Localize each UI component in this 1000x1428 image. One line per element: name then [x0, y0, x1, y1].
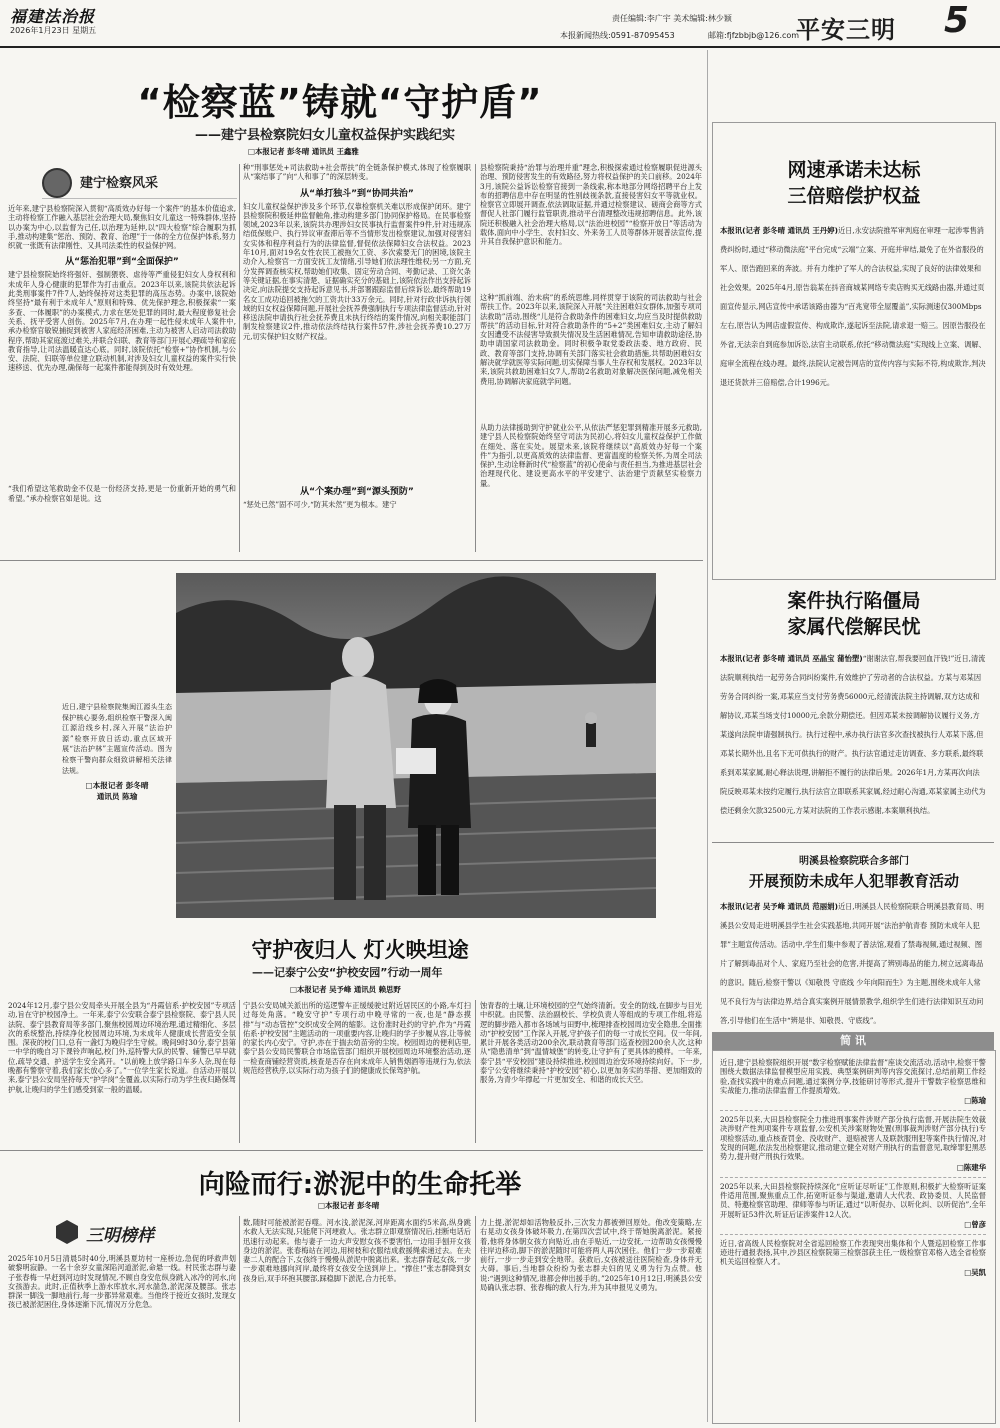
photo-caption-box: [62, 702, 172, 832]
masthead-rule: [0, 46, 1000, 48]
brief-credit-2: □陈建华: [956, 1162, 986, 1172]
mingxi-article-body: 近日,明溪县人民检察院联合明溪县教育局、明溪县公安局走进明溪县学生社会实践基地,共同开展“法治护航青春 预防未成年人犯罪”主题宣传活动。活动中,学生们集中参观了普法馆,观看了禁毒视频,通过视频、图片了解到毒品对个人、家庭乃至社会的危害,并提高了辨别毒品的能力,树立远离毒品的意识。随后,检察干警以《知敬畏 守底线 少年向阳而生》为主题,围绕未成年人常见不良行为与法律边界,结合真实案例开展情景教学,组织学生们进行法律知识互动问答,引导他们在生活中“辨是非、知敬畏、守底线”。: [720, 902, 984, 1024]
lead-column-1: [8, 204, 236, 554]
lead-intro: 近年来,建宁县检察院深入贯彻“高质效办好每一个案件”的基本价值追求,主动将检察工作融入基层社会治理大局,聚焦妇女儿童这一特殊群体,坚持以办案为中心,以监督为己任,以治理为延伸,以“四大检察”综合履职为抓手,推动构建集“惩治、预防、教育、治理”于一体的全方位保护体系,努力织就一张既有法律刚性、又具司法柔性的权益保护网。: [8, 204, 236, 251]
lead-subhead-3: 从“个案办理”到“源头预防”: [300, 486, 414, 497]
brief-credit-3: □曾彦: [964, 1219, 986, 1229]
page-number: 5: [944, 0, 970, 41]
editors-line: 责任编辑:李广宇 美术编辑:林少颖: [612, 14, 732, 23]
mingxi-article-kicker: 明溪县检察院联合多部门: [799, 856, 909, 867]
execution-article-byline: 本报讯(记者 彭冬晴 通讯员 巫晶宝 蒲怡塑): [720, 654, 863, 663]
brief-credit-1: □陈瑜: [964, 1096, 986, 1106]
mud-article-byline: □本报记者 彭冬晴: [318, 1201, 380, 1210]
brief-item-2: 2025年以来,大田县检察院全力推进刑事案件涉财产部分执行监督,开展法院生效裁决涉财产性判项案件专项监督,公安机关涉案财物处置(刑事裁判涉财产部分执行)专项检察活动,重点核查罚金、没收财产、退赔被害人及联款服刑犯等案件执行情况,对发现的问题,依法发出检察建议,推动建立健全对财产刑执行的监督意见,取缔罪犯黑恶势力,提升财产刑执行效果。: [720, 1115, 986, 1162]
lead-column-2: [243, 163, 471, 553]
speed-article-title-line2: 三倍赔偿护权益: [787, 185, 921, 207]
execution-article-body: “谢谢法官,帮我要回血汗钱!”近日,清流法院顺利执结一起劳务合同纠纷案件,有效维护了劳动者的合法权益。方某与邓某因劳务合同纠纷一案,邓某应当支付劳务费56000元,经清流法院主持调解,双方达成和解协议,邓某当场支付10000元,余款分期偿还。但因邓某未按调解协议履行义务,方某遂向法院申请强制执行。执行过程中,承办执行法官多次查找被执行人邓某下落,但邓某长期外出,且名下无可供执行的财产。执行法官通过走访调查、多方联系,最终联系到邓某家属,耐心释法说理,讲解拒不履行的法律后果。2026年1月,方某再次向法院反映邓某未按约定履行,执行法官立即联系其家属,经过耐心沟通,邓某家属主动代为偿还剩余欠款32500元,方某对法院的工作表示感谢,本案顺利执结。: [720, 654, 986, 815]
speed-article-title-line1: 网速承诺未达标: [787, 159, 921, 181]
lead-column-3: [480, 163, 702, 553]
news-photo: [176, 573, 656, 918]
section-title: 平安三明: [796, 16, 896, 44]
mingxi-article-text: [720, 894, 986, 1024]
brief-list: [720, 1058, 986, 1418]
masthead: [0, 0, 1000, 48]
lead-col2-b: 妇女儿童权益保护涉及多个环节,仅靠检察机关难以形成保护闭环。建宁县检察院积极延伸监督触角,推动构建多部门协同保护格局。在民事检察领域,2023年以来,该院共办理涉妇女民事执行监督案件9件,针对违规冻结低保账户、执行异议审查滞后等不当情形发出检察建议,加强对侵害妇女实体和程序利益行为的法律监督,督促依法保障妇女合法权益。2023年10月,面对19名女性农民工被拖欠工资、多次索要无门的困境,该院主动介入,检察官一方面安抚工友情绪,引导她们依法理性维权;另一方面,充分发挥调查核实权,帮助她们收集、固定劳动合同、考勤记录、工资欠条等关键证据,在事实清楚、证据确实充分的基础上,该院依法作出支持起诉决定,向法院提交支持起诉意见书,并部署跟踪监督后续诉讼,最终帮助19名女工成功追回被拖欠的工资共计33万余元。同时,针对行政非诉执行领域的妇女权益保障问题,开展社会抚养费强制执行专项法律监督活动,针对移送法院申请执行社会抚养费且未执行终结的案件情况,向相关职能部门制发检察建议2件,推动依法终结执行案件57件,涉社会抚养费10.27万元,切实保护妇女财产权益。: [243, 201, 471, 341]
speed-article-body: 近日,永安法院推军审判庭在审理一起涉零售消费纠纷时,通过“移动微法庭”平台完成“云端”立案、开庭并审结,最免了在外省服役的军人、原告跑回来的奔波。并有力维护了军人的合法权益,实现了良好的法律效果和社会效果。2025年4月,原告翁某在抖音商城某网络专卖店购买无线路由器,并通过页面宣传显示,网店宣传中承诺该路由器为“百兆宽带全屋覆盖”,实际测速仅300Mbps左右,原告认为网店虚假宣传、构成欺诈,遂起诉至法院,请求退一赔三。因原告服役在外省,无法亲自到庭参加诉讼,法官主动联系,依托“移动微法庭”实现线上立案、调解、庭审全流程在线办理。最终,法院认定被告网店的宣传内容与实际不符,构成欺诈,判决退还货款并三倍赔偿,合计1996元。: [720, 226, 986, 387]
lead-col2-c: “惩处已然”固不可少,“防其未然”更为根本。建宁: [243, 499, 397, 509]
brief-credit-4: □吴凯: [964, 1267, 986, 1277]
photo-caption: 近日,建宁县检察院集闽江源头生态保护核心要务,组织检察干警深入闽江源沿线乡村,深入开展“法治护源”检察开放日活动,重点区域开展“法治护林”主题宣传活动。图为检察干警向群众细致讲解相关法律法规。: [62, 703, 172, 775]
lead-col1-end: “我们希望这笔救助金不仅是一份经济支持,更是一份重新开始的勇气和希望。”承办检察官如是说。这: [8, 484, 236, 503]
photo-illustration: [176, 573, 656, 918]
brief-item-3: 2025年以来,大田县检察院持续深化“应听证尽听证”工作原则,积极扩大检察听证案件适用范围,聚焦重点工作,拓宽听证参与渠道,邀请人大代表、政协委员、人民监督员、特邀检察官助理、律师等参与听证,通过“以听促办、以听化纠、以听促治”,全年开展听证53件次,听证后证涉案件12人次。: [720, 1181, 986, 1219]
brief-item-1: 近日,建宁县检察院组织开展“数字检察赋能法律监督”座谈交流活动,活动中,检察干警围绕大数据法律监督模型应用实践、典型案例研判等内容交流探讨,总结前期工作经验,查找实践中的难点问题,通过案例分享,技能研讨等形式,提升干警数字检察思维和实战能力,推动法律监督工作提质增效。: [720, 1058, 986, 1095]
lead-article-byline: □本报记者 彭冬晴 通讯员 王鑫雅: [248, 147, 359, 156]
lead-col2-a: 种“刑事惩处+司法救助+社会帮扶”的全链条保护模式,体现了检察履职从“案结事了”向“人和事了”的深层转变。: [243, 163, 471, 182]
lead-article-title: “检察蓝”铸就“守护盾”: [137, 81, 543, 124]
role-model-logo: [56, 1218, 186, 1248]
mud-article-title: 向险而行:淤泥中的生命托举: [198, 1170, 522, 1200]
lead-subhead-2: 从“单打独斗”到“协同共治”: [300, 188, 414, 199]
brief-item-4: 近日,省高级人民检察院对全省巡回检察工作表现突出集体和个人暨巡回检察工作事迹进行通报表扬,其中,沙县区检察院第三检察部获主任,一级检察官邓格入选全省检察机关巡回检察人才。: [720, 1238, 986, 1267]
brief-header-bar: [712, 1032, 994, 1050]
night-column-1: 2024年12月,泰宁县公安局牵头开展全县为“丹霞信系·护校安园”专项活动,旨在守护校园净土。一年来,泰宁公安联合泰宁县检察院、泰宁县人民法院、泰宁县教育局等多部门,聚焦校园周边环境治理,通过精细化、多层次的系统整治,持续净化校园周边环境,为未成年人健康成长营造安全氛围。深夜的校门口,总有一盏灯为晚归学生守候。晚间9时30分,泰宁县第一中学的晚自习下课铃声响起,校门外,巡特警大队的民警、辅警已早早就位,疏导交通、护送学生安全离开。“以前晚上放学路口车多人杂,现在每晚都有警察守着,我们家长放心多了。”一位学生家长说道。自活动开展以来,泰宁县公安局坚持每天“护学岗”全覆盖,以实际行动为学生夜归路保驾护航,让晚归的学生们感受到家一般的温暖。: [8, 1001, 236, 1094]
news-hotline: 本报新闻热线:0591-87095453: [560, 31, 675, 40]
mingxi-article-byline: 本报讯(记者 吴予峰 通讯员 范丽娟): [720, 902, 838, 911]
lead-col1-body: 建宁县检察院始终将强奸、强制猥亵、虐待等严重侵犯妇女人身权利和未成年人身心健康的犯罪作为打击重点。2023年以来,该院共依法起诉此类刑事案件7件7人,始终保持对这类犯罪的高压态势。办案中,该院始终坚持“最有利于未成年人”原则和特殊、优先保护理念,积极探索“一案多查、一体履职”的办案模式,力求在惩处犯罪的同时,最大程度修复社会关系、抚平受害人创伤。2025年7月,在办理一起性侵未成年人案件中,承办检察官敏锐捕捉到被害人家庭经济困难,主动为被害人启动司法救助程序,帮助其家庭渡过难关,并联合妇联、教育等部门开展心理疏导和家庭教育指导,让司法温暖直达心底。同时,该院依托“检察+”协作机制,与公安、法院、妇联等单位建立联动机制,对涉及妇女儿童权益的案件实行快速移送、优先办理,确保每一起案件都能得到及时有效处理。: [8, 270, 236, 373]
night-article-subtitle: ——记泰宁公安“护校安园”行动一周年: [252, 966, 443, 979]
brief-header: 简 讯: [840, 1034, 866, 1047]
mingxi-article-title: 开展预防未成年人犯罪教育活动: [748, 872, 959, 890]
issue-date: 2026年1月23日 星期五: [10, 26, 97, 35]
mud-column-3: 力上提,淤泥却如活物般反扑,三次发力都被弹回原处。他改变策略,左右晃动女孩身体破坏吸力,在第四次尝试中,终于帮她脱离淤泥。紧接着,他将身体朝女孩方向贴近,由在手贴近,一边安抚,一边帮助女孩慢慢往岸边移动,脚下的淤泥随时可能将两人再次困住。他们一步一步艰难前行,一步一步走到安全地带。获救后,女孩被送往医院检查,身体并无大碍。事后,当地群众纷纷为张志群夫妇的见义勇为行为点赞。他说:“遇到这种情况,谁都会伸出援手的。”2025年10月12日,明溪县公安局确认张志群、张春梅的救人行为,并为其申报见义勇为。: [480, 1218, 702, 1293]
email-line: 邮箱:fjfzbbjb@126.com: [708, 31, 800, 40]
execution-article-title-line1: 案件执行陷僵局: [787, 590, 921, 612]
lead-col3-c: 从助力法律援助到守护就业公平,从依法严惩犯罪到精准开展多元救助,建宁县人民检察院始终坚守司法为民初心,将妇女儿童权益保护工作做在细处、落在实处。展望未来,该院将继续以“高质效办好每一个案件”为指引,以更高质效的法律监督、更富温度的检察关怀,为周全司法保护,生动诠释新时代“检察蓝”的初心使命与责任担当,为推进基层社会治理现代化、建设更高水平的平安建宁、法治建宁贡献坚实检察力量。: [480, 423, 702, 488]
lead-article-subtitle: ——建宁县检察院妇女儿童权益保护实践纪实: [195, 128, 456, 143]
photo-credit: □本报记者 彭冬晴 通讯员 陈瑜: [85, 781, 149, 802]
execution-article-title-line2: 家属代偿解民忧: [787, 616, 921, 638]
mud-column-1: 2025年10月5日清晨5时40分,明溪县夏坊村一座桥边,急促的呼救声划破黎明寂静。一名十余岁女童深陷河道淤泥,命悬一线。村民张志群与妻子张春梅一早赶到河边时发现情况,不顾自身安危纵身跳入冰冷的河水,向女孩游去。此时,正值秋季上游水库放水,河水湍急,淤泥深及腰部。张志群深一脚浅一脚地前行,每一步都异常艰难。当他终于接近女孩时,发现女孩已被淤泥困住,身体逐渐下沉,情况万分危急。: [8, 1254, 236, 1310]
newspaper-logo: 福建法治报: [10, 7, 96, 26]
lead-col3-a: 县检察院秉持“治罪与治理并重”理念,积极探索通过检察履职促进源头治理、预防侵害发生的有效路径,努力将权益保护的关口前移。2024年3月,该院公益诉讼检察官接到一条线索,称本地部分网络招聘平台上发布的招聘信息中存在明显的性别歧视条款,直接侵害妇女平等就业权。检察官立即展开调查,依法调取证据,并通过检察建议、磋商会商等方式督促人社部门履行监管职责,推动平台清理整改违规招聘信息。此外,该院还积极融入社会治理大格局,以“法治进校园”“检察开放日”等活动为载体,面向中小学生、农村妇女、外来务工人员等群体开展普法宣传,提升其自我保护意识和能力。: [480, 163, 702, 247]
jianning-logo: [42, 168, 237, 199]
night-column-2: 宁县公安局城关派出所的巡逻警车正缓缓驶过附近居民区的小路,车灯扫过每处角落。“晚安守护”专项行动中晚寻常的一夜,也是“静态摸排”与“动态管控”交织成安全网的缩影。这份准时赴约的守护,作为“丹霞佑系·护校安园”主题活动的一项重要内容,让晚归的学子步履从容,让等候的家长内心安宁。守护,亦在于揣去幼苗旁的尘埃。校园周边的便利店里,泰宁县公安局民警联合市场监管部门组织开展校园周边环境整治活动,逐一检查商铺经营资质,核查是否存在向未成年人销售烟酒等违规行为,依法规范经营秩序,以实际行动为孩子们的健康成长保驾护航。: [243, 1001, 471, 1076]
night-column-3: 蚀青春的土壤,让环境校园的空气始终清新。安全的防线,在脚步与目光中织就。由民警、法治副校长、学校负责人等组成的专项工作组,将巡逻的脚步踏入都市各场域与田野中,梳理排查校园周边安全隐患,全面推动“护校安园”工作深入开展,守护孩子们的每一寸成长空间。仅一年间,累计开展各类活动200余次,联动教育等部门巡查校园200余人次,这种从“隐患清单”到“温情城堡”的转变,让守护有了更具体的模样。一年来,泰宁县“平安校园”建设持续推进,校园周边治安环境持续向好。下一步,泰宁公安将继续秉持“护校安园”初心,以更加务实的举措、更加细致的服务,为青少年撑起一片更加安全、和谐的成长天空。: [480, 1001, 702, 1085]
role-model-logo-text: 三明榜样: [86, 1226, 154, 1246]
night-article-byline: □本报记者 吴予峰 通讯员 赖思野: [290, 985, 401, 994]
lead-col3-b: 这种“抓前端、治未病”的系统思维,同样贯穿于该院的司法救助与社会帮扶工作。2023年以来,该院深入开展“关注困难妇女群体,加强专项司法救助”活动,围绕“儿是符合救助条件的困难妇女,均应当及时提供救助帮扶”的活动目标,针对符合救助条件的“5+2”类困难妇女,主动了解妇女因遭受不法侵害导致损失情况及生活困难情况,告知申请救助途径,协助申请国家司法救助金。同时积极争取党委政法委、地方政府、民政、教育等部门支持,协调有关部门落实社会救助措施,共帮助困难妇女解决就学就医等实际问题,切实保障当事人生存权和发展权。2023年以来,该院共救助困难妇女7人,帮助2名救助对象解决医保问题,减免相关费用,协调解决家庭就学问题。: [480, 293, 702, 386]
night-article-title: 守护夜归人 灯火映坦途: [251, 938, 469, 962]
speed-article-text: [720, 218, 986, 574]
speed-article-byline: 本报讯(记者 彭冬晴 通讯员 王丹婷): [720, 226, 838, 235]
procuratorate-emblem-icon: [42, 168, 72, 198]
role-model-badge-icon: [56, 1220, 78, 1244]
lead-subhead-1: 从“惩治犯罪”到“全面保护”: [65, 257, 179, 268]
mud-column-2: 数,随时可能被淤泥吞噬。河水浅,淤泥深,河岸距离水面约5米高,纵身跳水救人无法实现,只能爬下河埂救人。张志群立即观察情况后,挂断电话后迅速行动起来。他与妻子一边大声安慰女孩不要害怕,一边用手刨开女孩身边的淤泥。张春梅站在河边,用树枝和衣服结成救援绳索递过去。在夫妻二人的配合下,女孩终于慢慢从淤泥中脱离出来。张志群背起女孩,一步一步艰难地挪向河岸,最终将女孩安全送到岸上。“撑住!”张志群降到女孩身后,双手环抱其腰部,踩稳脚下淤泥,合力托举。: [243, 1218, 471, 1283]
jianning-logo-text: 建宁检察风采: [80, 176, 159, 191]
execution-article-text: [720, 646, 986, 838]
